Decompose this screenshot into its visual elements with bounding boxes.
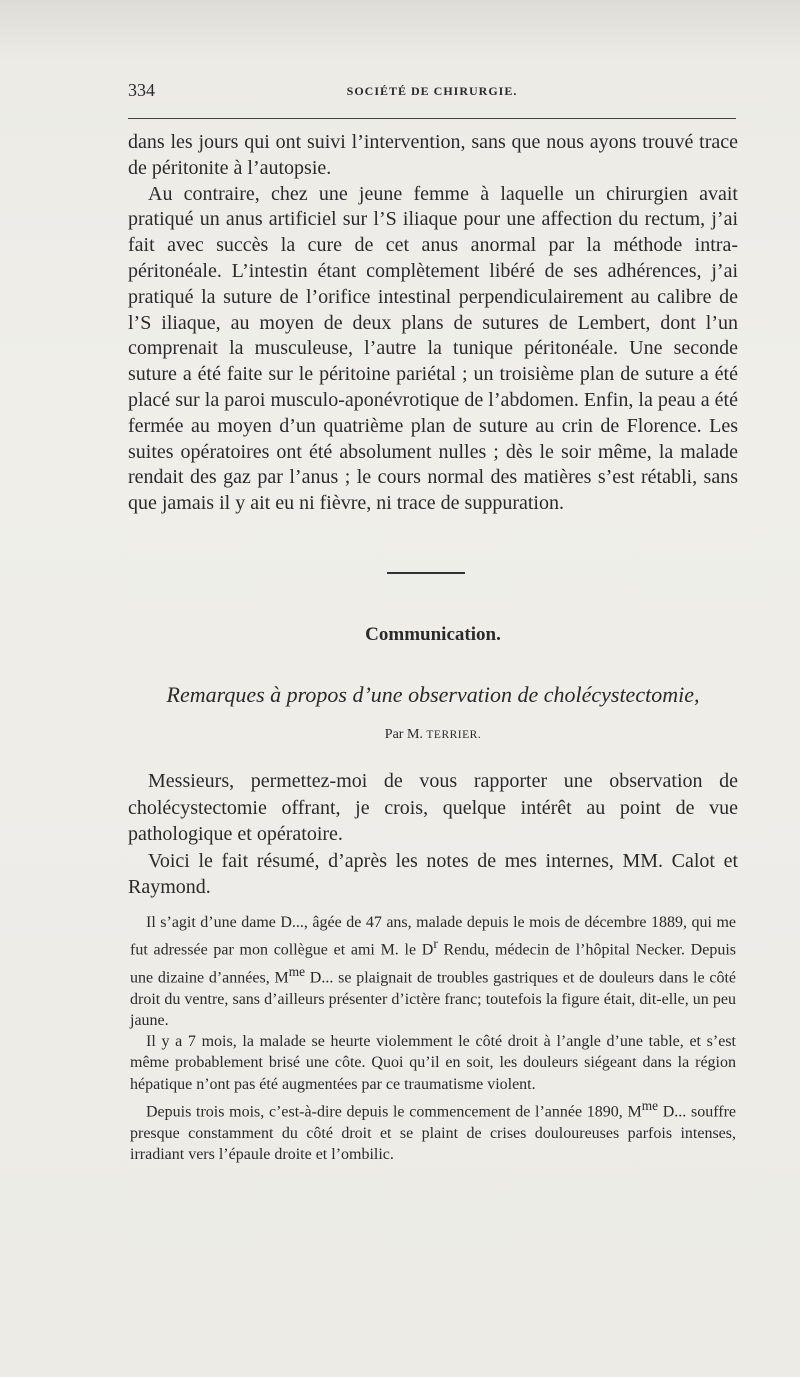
intro-text [128,768,738,901]
paragraph: Il y a 7 mois, la malade se heurte violemment le côté droit à l’angle d’une table, et s’est même probablement brisé une côte. Quoi qu’il en soit, les douleurs siégeant dans la région hépatique n’ont pas été augmentées par ce traumatisme violent. [130,1033,736,1093]
paragraph: Voici le fait résumé, d’après les notes de mes internes, MM. Calot et Raymond. [128,849,738,898]
superscript: r [433,936,438,952]
page-number: 334 [128,80,155,100]
byline-prefix: Par M. [384,727,423,742]
case-report [130,912,736,1165]
paragraph [130,912,736,1031]
section-separator [387,572,465,574]
body-text [128,130,738,517]
paragraph [130,1095,736,1165]
paragraph: dans les jours qui ont suivi l’intervention, sans que nous ayons trouvé trace de péritonite à l’autopsie. [128,131,738,179]
superscript: me [288,963,306,979]
text-run: Il s’agit d’une dame D..., âgée de 47 ans, malade depuis le mois de décembre 1889, qui me fut adressée par mon collègue et ami M. le D [130,914,736,959]
section-title: Communication. [365,624,501,645]
superscript: me [641,1098,659,1114]
byline [128,727,738,743]
text-run: D... se plaignait de troubles gastriques et de douleurs dans le côté droit du ventre, sans d’ailleurs présenter d’ictère franc; toutefois la figure était, dit-elle, un peu jaune. [130,969,736,1029]
header-rule [128,118,736,119]
text-run: D... souffre presque constamment du côté droit et se plaint de crises douloureuses parfois intenses, irradiant vers l’épaule droite et l’ombilic. [130,1103,737,1163]
paragraph: Messieurs, permettez-moi de vous rapporter une observation de cholécystectomie offrant, je crois, quelque intérêt au point de vue pathologique et opératoire. [128,770,738,845]
running-title: SOCIÉTÉ DE CHIRURGIE. [346,84,518,98]
page-header [128,80,736,102]
paragraph: Au contraire, chez une jeune femme à laquelle un chirurgien avait pratiqué un anus artificiel sur l’S iliaque pour une affection du rectum, j’ai fait avec succès la cure de cet anus anormal par la méthode intra-péritonéale. L’intestin étant complètement libéré de ses adhérences, j’ai pratiqué la suture de l’orifice intestinal perpendiculairement au calibre de l’S iliaque, au moyen de deux plans de sutures de Lembert, dont l’un comprenait la musculeuse, l’autre la tunique péritonéale. Une seconde suture a été faite sur le péritoine pariétal ; un troisième plan de suture a été placé sur la paroi musculo-aponévrotique de l’abdomen. Enfin, la peau a été fermée au moyen d’un quatrième plan de suture au crin de Florence. Les suites opératoires ont été absolument nulles ; dès le soir même, la malade rendait des gaz par l’anus ; le cours normal des matières s’est rétabli, sans que jamais il y ait eu ni fièvre, ni trace de suppuration. [128,182,738,515]
article-title: Remarques à propos d’une observation de cholécystectomie, [166,682,700,707]
text-run: Depuis trois mois, c’est-à-dire depuis le commencement de l’année 1890, M [146,1103,642,1121]
text-run: Rendu, médecin de l’hôpital Necker. Depuis une dizaine d’années, M [130,941,736,987]
author-name: TERRIER. [426,729,482,741]
